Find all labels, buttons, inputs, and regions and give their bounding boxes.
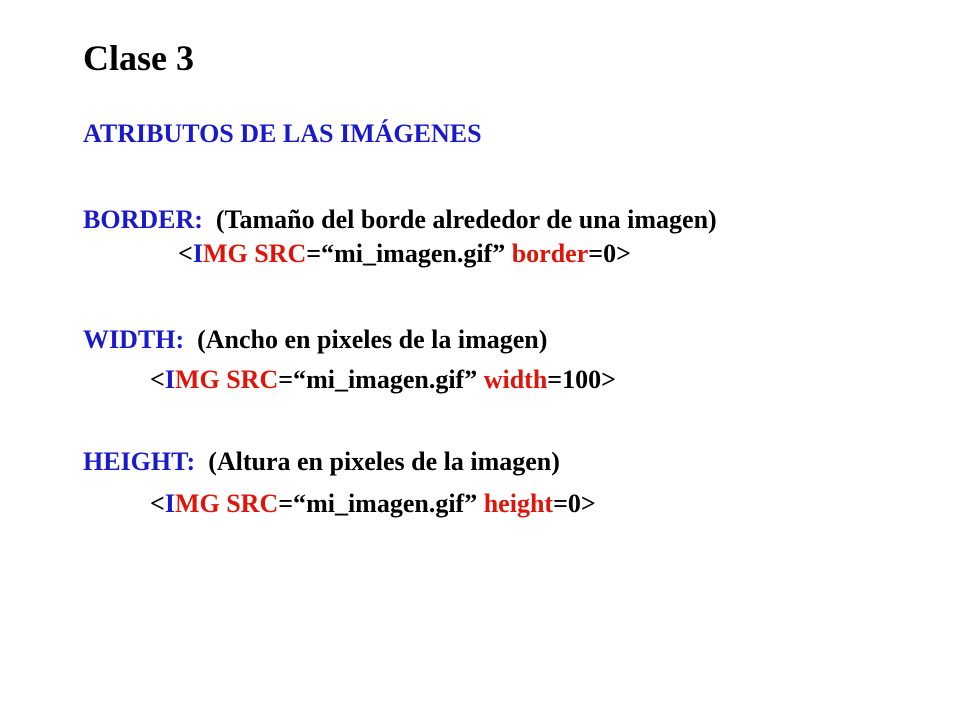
code-open-bracket: <: [150, 365, 165, 394]
border-attribute-heading: [83, 204, 717, 236]
code-value: =100>: [547, 365, 616, 394]
code-equals-quote: =“: [278, 489, 307, 518]
height-code-example: [150, 488, 596, 520]
code-attribute: height: [483, 489, 554, 518]
width-attribute-name: WIDTH:: [83, 325, 185, 354]
code-equals-quote: =“: [306, 239, 335, 268]
code-open-bracket: <: [178, 239, 193, 268]
width-attribute-description: (Ancho en pixeles de la imagen): [197, 325, 548, 354]
height-attribute-heading: [83, 446, 560, 478]
slide-subtitle: ATRIBUTOS DE LAS IMÁGENES: [83, 119, 482, 148]
code-tag-name: MG SRC: [174, 365, 279, 394]
code-tag-first-letter: I: [192, 239, 203, 268]
width-code-example: [150, 364, 616, 396]
code-filename: mi_imagen.gif: [306, 365, 465, 394]
code-close-quote: ”: [464, 489, 478, 518]
code-close-quote: ”: [464, 365, 478, 394]
code-open-bracket: <: [150, 489, 165, 518]
border-attribute-name: BORDER:: [83, 205, 203, 234]
code-tag-name: MG SRC: [174, 489, 279, 518]
slide-title: Clase 3: [83, 38, 194, 78]
border-attribute-description: (Tamaño del borde alrededor de una imagen): [215, 205, 717, 234]
height-attribute-name: HEIGHT:: [83, 447, 196, 476]
code-value: =0>: [553, 489, 596, 518]
code-attribute: width: [483, 365, 548, 394]
height-attribute-description: (Altura en pixeles de la imagen): [208, 447, 560, 476]
code-attribute: border: [511, 239, 589, 268]
code-filename: mi_imagen.gif: [334, 239, 493, 268]
code-tag-first-letter: I: [164, 489, 175, 518]
width-attribute-heading: [83, 324, 547, 356]
code-value: =0>: [588, 239, 631, 268]
code-tag-name: MG SRC: [202, 239, 307, 268]
code-tag-first-letter: I: [164, 365, 175, 394]
code-equals-quote: =“: [278, 365, 307, 394]
code-close-quote: ”: [492, 239, 506, 268]
code-filename: mi_imagen.gif: [306, 489, 465, 518]
border-code-example: [178, 238, 631, 270]
